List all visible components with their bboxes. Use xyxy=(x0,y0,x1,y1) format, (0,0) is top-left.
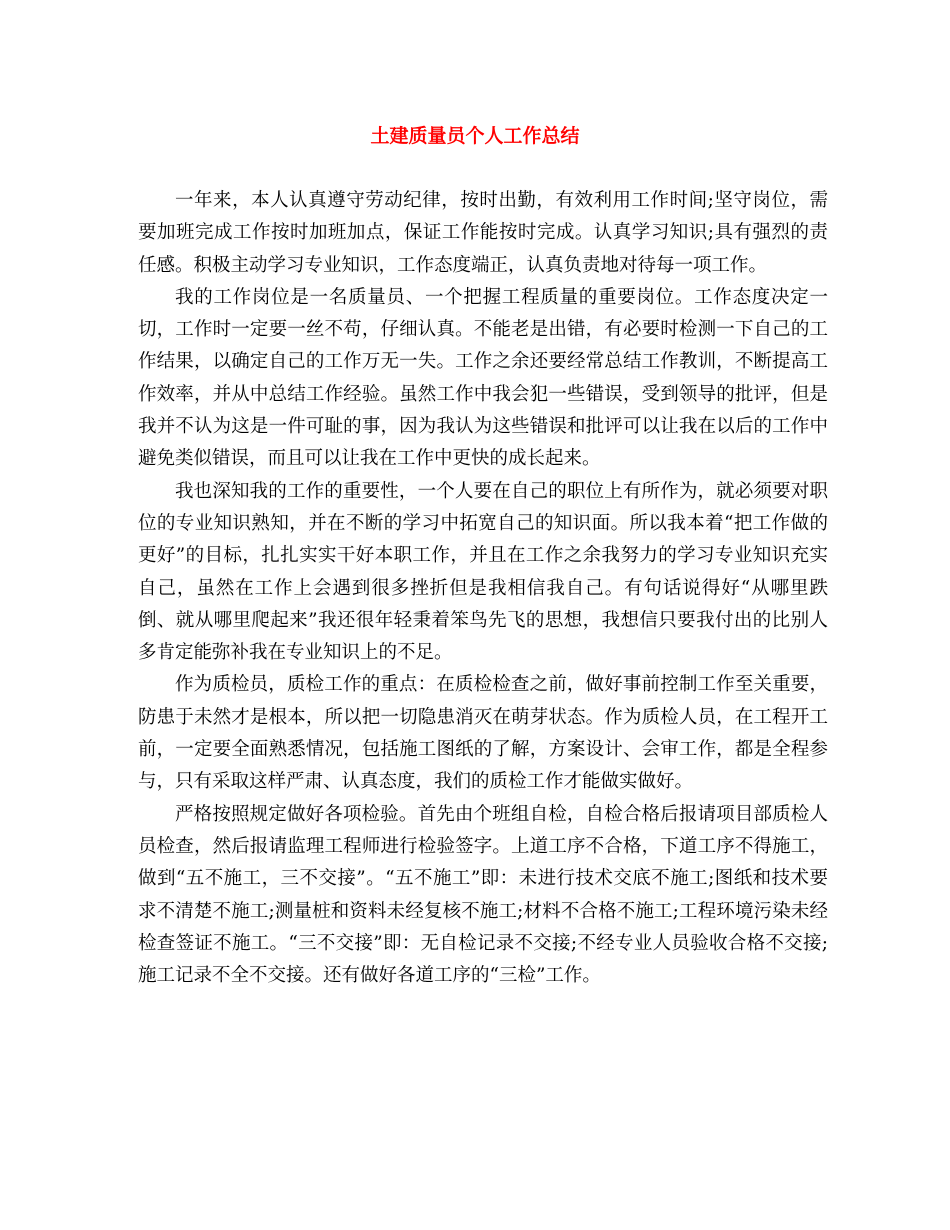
paragraph-5: 严格按照规定做好各项检验。首先由个班组自检，自检合格后报请项目部质检人员检查，然后报请监理工程师进行检验签字。上道工序不合格，下道工序不得施工，做到“五不施工，三不交接”。“五不施工”即：未进行技术交底不施工;图纸和技术要求不清楚不施工;测量桩和资料未经复核不施工;材料不合格不施工;工程环境污染未经检查签证不施工。“三不交接”即：无自检记录不交接;不经专业人员验收合格不交接;施工记录不全不交接。还有做好各道工序的“三检”工作。 xyxy=(138,803,828,987)
paragraph-2: 我的工作岗位是一名质量员、一个把握工程质量的重要岗位。工作态度决定一切，工作时一定要一丝不苟，仔细认真。不能老是出错，有必要时检测一下自己的工作结果，以确定自己的工作万无一失。工作之余还要经常总结工作教训，不断提高工作效率，并从中总结工作经验。虽然工作中我会犯一些错误，受到领导的批评，但是我并不认为这是一件可耻的事，因为我认为这些错误和批评可以让我在以后的工作中避免类似错误，而且可以让我在工作中更快的成长起来。 xyxy=(138,286,828,470)
paragraph-3: 我也深知我的工作的重要性，一个人要在自己的职位上有所作为，就必须要对职位的专业知识熟知，并在不断的学习中拓宽自己的知识面。所以我本着“把工作做的更好”的目标，扎扎实实干好本职工作，并且在工作之余我努力的学习专业知识充实自己，虽然在工作上会遇到很多挫折但是我相信我自己。有句话说得好“从哪里跌倒、就从哪里爬起来”我还很年轻秉着笨鸟先飞的思想，我想信只要我付出的比别人多肯定能弥补我在专业知识上的不足。 xyxy=(138,480,828,664)
document-title: 土建质量员个人工作总结 xyxy=(370,125,580,147)
paragraph-4: 作为质检员，质检工作的重点：在质检检查之前，做好事前控制工作至关重要，防患于未然才是根本，所以把一切隐患消灭在萌芽状态。作为质检人员，在工程开工前，一定要全面熟悉情况，包括施工图纸的了解，方案设计、会审工作，都是全程参与，只有采取这样严肃、认真态度，我们的质检工作才能做实做好。 xyxy=(138,674,828,793)
document-body xyxy=(138,185,828,992)
paragraph-1: 一年来，本人认真遵守劳动纪律，按时出勤，有效利用工作时间;坚守岗位，需要加班完成工作按时加班加点，保证工作能按时完成。认真学习知识;具有强烈的责任感。积极主动学习专业知识，工作态度端正，认真负责地对待每一项工作。 xyxy=(138,190,828,276)
